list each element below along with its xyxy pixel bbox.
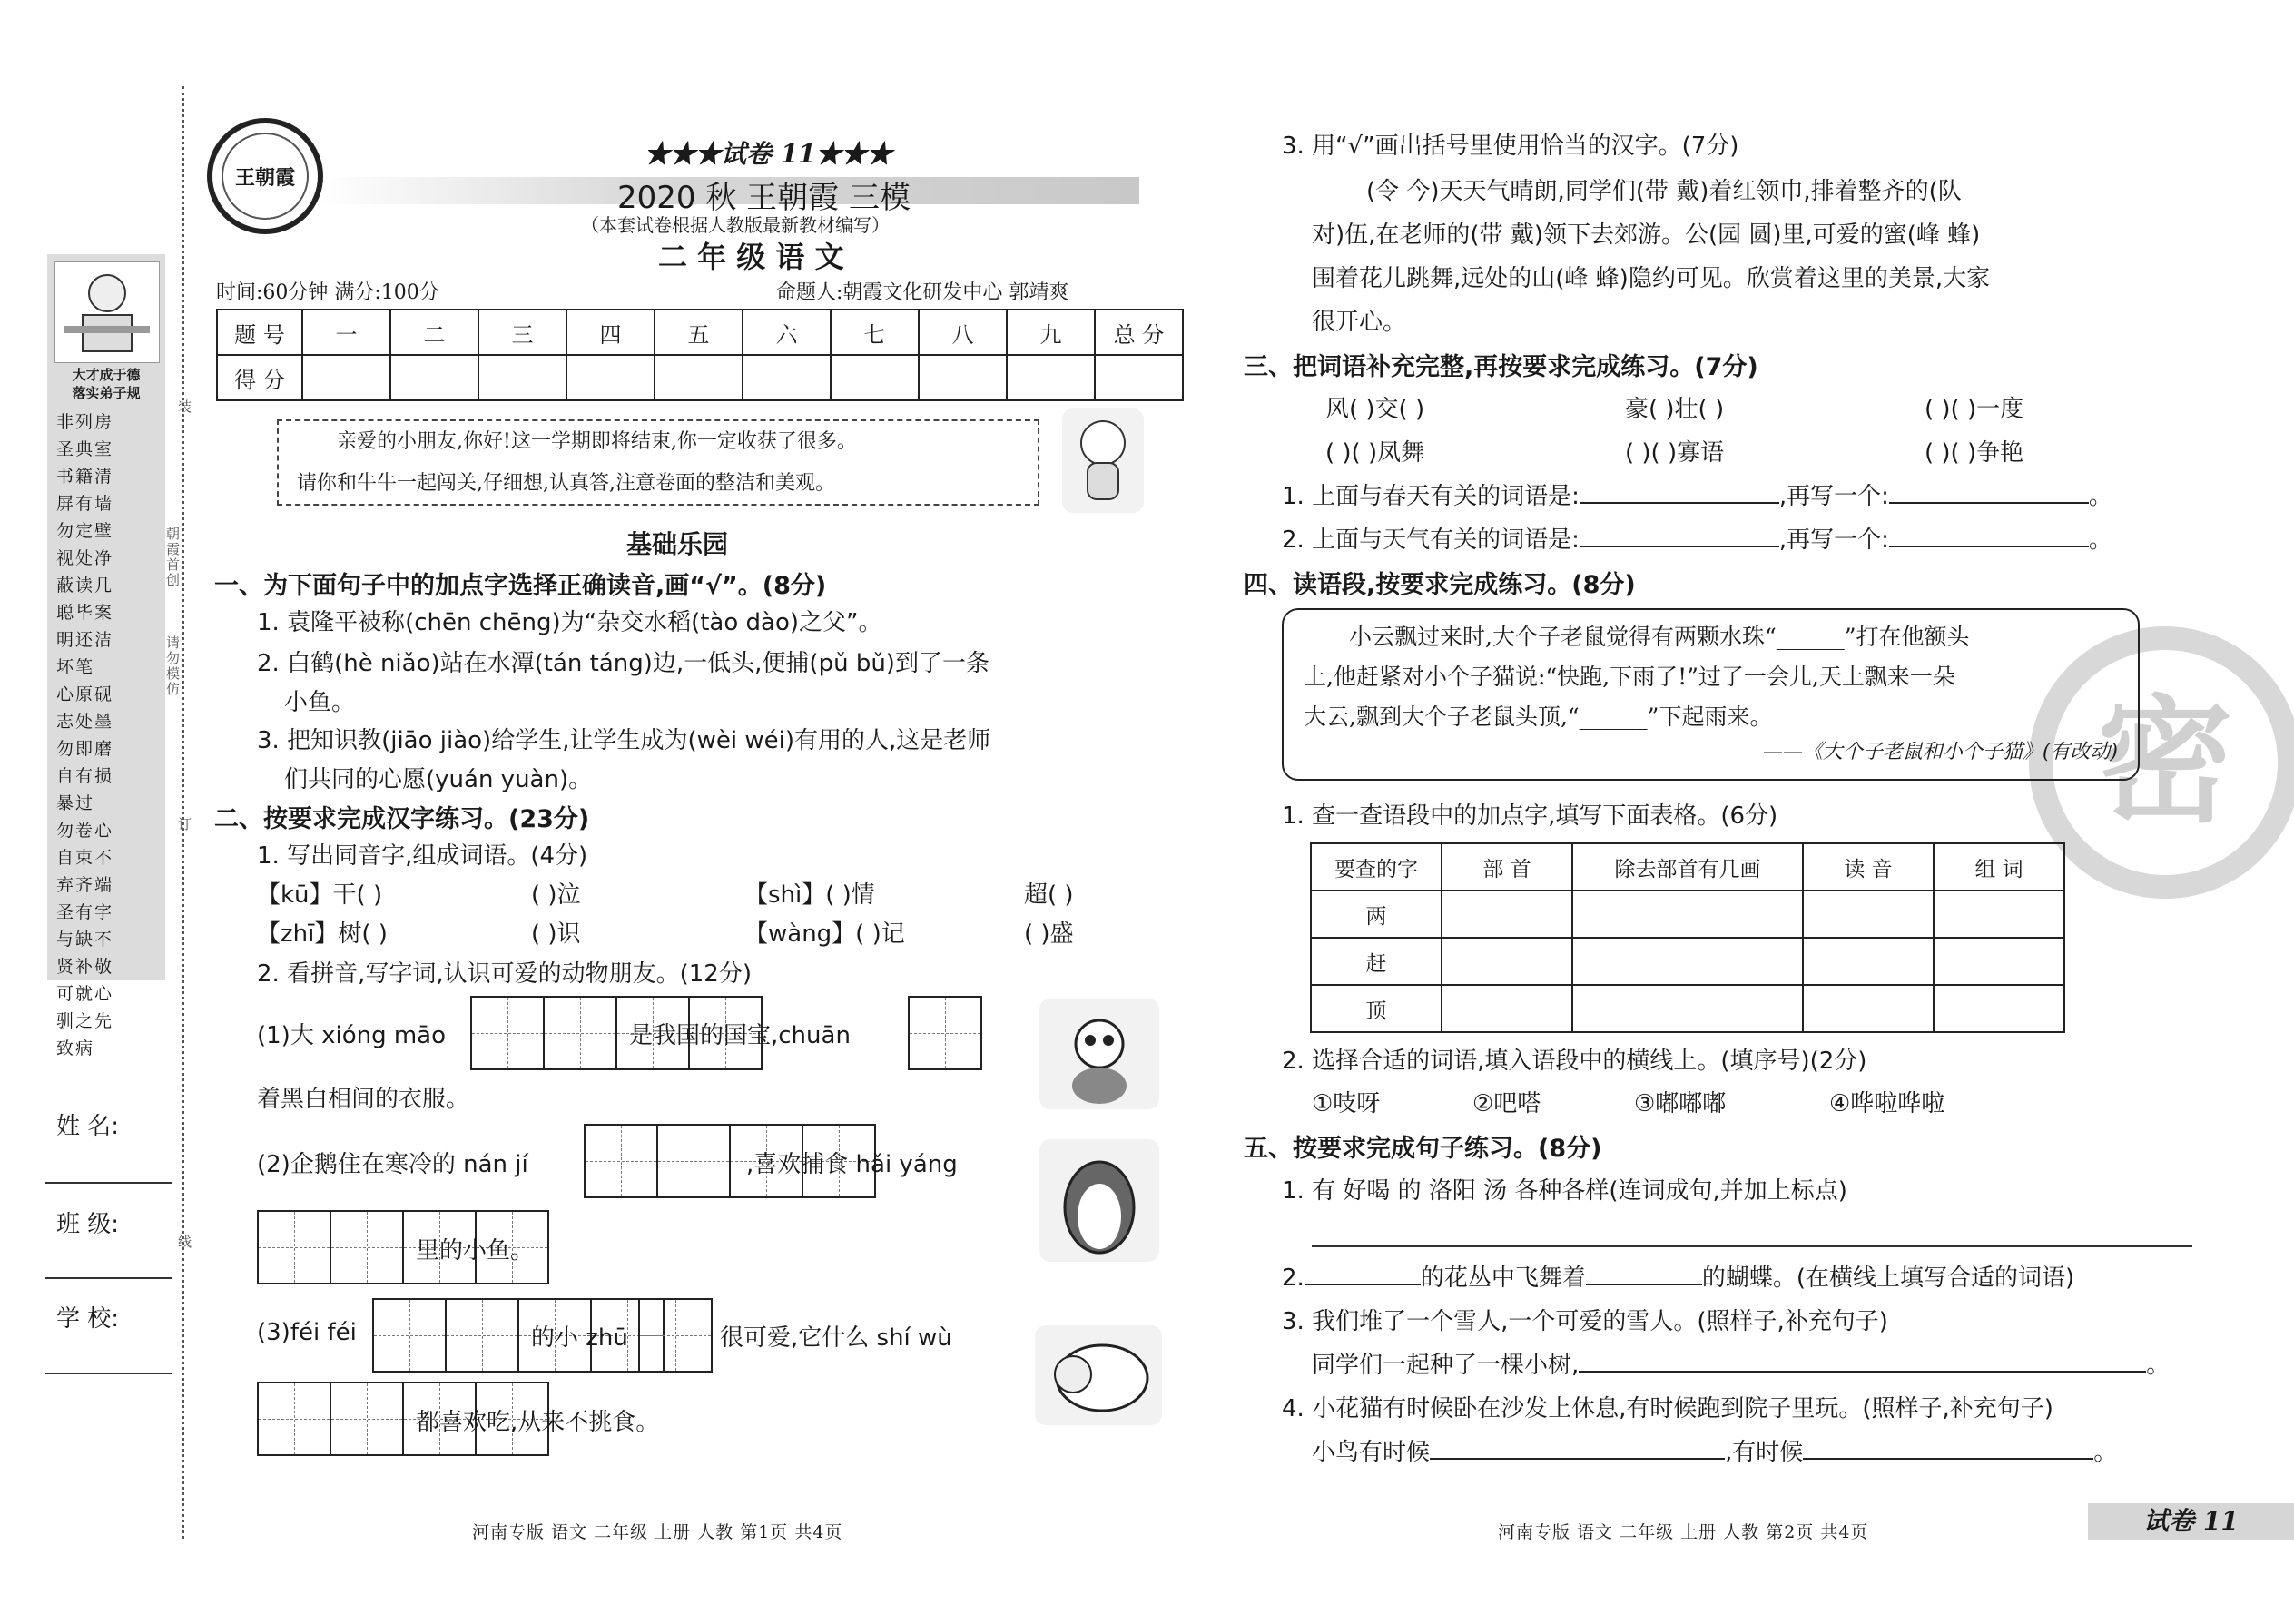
answer-blank[interactable] [1580, 546, 1779, 547]
motto-row: 志处墨 [56, 712, 114, 732]
q4-sub1: 1. 查一查语段中的加点字,填写下面表格。(6分) [1282, 802, 1778, 830]
motto-row: 心原砚 [56, 684, 114, 704]
q5-s4: 4. 小花猫有时候卧在沙发上休息,有时候跑到院子里玩。(照样子,补充句子) [1282, 1395, 2053, 1422]
q3-line: (令 今)天天气晴朗,同学们(带 戴)着红领巾,排着整齐的(队 [1366, 178, 1962, 205]
score-cell[interactable] [743, 355, 831, 400]
passage-line: 小云飘过来时,大个子老鼠觉得有两颗水珠“______”打在他额头 [1349, 624, 1970, 650]
idiom-item: ( )( )凤舞 [1325, 439, 1425, 467]
answer-cell[interactable] [1934, 891, 2064, 938]
motto-top: 大才成于德 [72, 367, 141, 383]
homophone-item: 【shì】( )情 [744, 881, 875, 909]
idiom-item: 风( )交( ) [1325, 396, 1425, 423]
q1-item: 小鱼。 [284, 689, 356, 716]
section4-title: 四、读语段,按要求完成练习。(8分) [1244, 571, 1636, 599]
time-score: 时间:60分钟 满分:100分 [216, 281, 439, 304]
q5-s3-answer: 同学们一起种了一棵小树, 。 [1312, 1352, 2171, 1379]
score-header: 八 [919, 310, 1007, 355]
score-header: 四 [566, 310, 655, 355]
option: ①吱呀 [1312, 1090, 1381, 1117]
score-header: 总 分 [1095, 310, 1183, 355]
motto-panel [47, 254, 165, 1058]
idiom-item: ( )( )一度 [1925, 396, 2024, 423]
q5-s2: 2. 的花丛中飞舞着 的蝴蝶。(在横线上填写合适的词语) [1282, 1265, 2075, 1292]
q2-sub1: 1. 写出同音字,组成词语。(4分) [257, 842, 588, 870]
char-table-header [1311, 843, 2064, 891]
homophone-item: 【kū】干( ) [257, 881, 383, 909]
motto-row: 圣有字 [56, 902, 114, 922]
answer-cell[interactable] [1442, 985, 1572, 1032]
pinyin-line: 着黑白相间的衣服。 [257, 1086, 470, 1113]
penguin-icon [1039, 1139, 1159, 1262]
notice-box [277, 419, 1039, 506]
answer-blank[interactable] [1580, 502, 1779, 504]
motto-row: 聪毕案 [56, 603, 114, 623]
cut-mark: 装 [176, 399, 192, 415]
name-field[interactable] [45, 1182, 172, 1184]
answer-cell[interactable] [1572, 938, 1803, 985]
q1-title: 一、为下面句子中的加点字选择正确读音,画“√”。(8分) [214, 572, 827, 600]
q1-item: 们共同的心愿(yuán yuàn)。 [284, 766, 593, 793]
score-cell[interactable] [302, 355, 390, 400]
score-cell[interactable] [831, 355, 919, 400]
binding-dotted-line [182, 86, 184, 1539]
calf-mascot-icon [1062, 408, 1144, 513]
score-cell[interactable] [566, 355, 655, 400]
motto-row: 弃齐端 [56, 875, 114, 895]
score-header: 一 [302, 310, 390, 355]
answer-cell[interactable] [1934, 938, 2064, 985]
answer-blank[interactable] [1889, 546, 2089, 547]
motto-row: 勿卷心 [56, 821, 114, 841]
class-label: 班 级: [56, 1211, 120, 1238]
motto-row: 圣典室 [56, 439, 114, 459]
cut-mark: 线 [176, 1235, 192, 1250]
edition-note: （本套试卷根据人教版最新教材编写） [581, 214, 890, 236]
q3-line: 很开心。 [1312, 309, 1407, 336]
pinyin-line: (3)féi féi [257, 1319, 357, 1346]
pinyin-line: 的小 zhū [531, 1324, 628, 1352]
answer-cell[interactable] [1803, 938, 1934, 985]
answer-cell[interactable] [1803, 891, 1934, 938]
score-cell[interactable] [390, 355, 478, 400]
homophone-item: ( )泣 [531, 881, 581, 909]
pinyin-line: (2)企鹅住在寒冷的 nán jí [257, 1151, 528, 1178]
char-cell: 两 [1311, 891, 1442, 938]
motto-row: 屏有墙 [56, 494, 114, 514]
class-field[interactable] [45, 1277, 172, 1279]
answer-blank[interactable] [1803, 1458, 2093, 1460]
score-cell[interactable] [919, 355, 1007, 400]
exam-title: 2020 秋 王朝霞 三模 [617, 180, 911, 216]
q1-item: 1. 袁隆平被称(chēn chēng)为“杂交水稻(tào dào)之父”。 [257, 609, 882, 636]
pig-icon [1035, 1325, 1162, 1425]
idiom-item: 豪( )壮( ) [1625, 396, 1725, 423]
q2-title: 二、按要求完成汉字练习。(23分) [214, 805, 590, 833]
motto-row: 可就心 [56, 984, 114, 1004]
pinyin-line: 很可爱,它什么 shí wù [720, 1324, 952, 1352]
score-cell[interactable] [1007, 355, 1095, 400]
q3-line: 围着花儿跳舞,远处的山(峰 蜂)隐约可见。欣赏着这里的美景,大家 [1312, 265, 1991, 292]
name-label: 姓 名: [56, 1113, 120, 1140]
pinyin-line: ,喜欢捕食 hǎi yáng [746, 1151, 958, 1178]
answer-blank[interactable] [1889, 502, 2089, 504]
section5-title: 五、按要求完成句子练习。(8分) [1244, 1135, 1602, 1163]
answer-blank[interactable] [1305, 1284, 1421, 1285]
idiom-item: ( )( )争艳 [1925, 439, 2024, 467]
motto-row: 蔽读几 [56, 576, 114, 595]
passage-line: 大云,飘到大个子老鼠头顶,“______”下起雨来。 [1304, 704, 1773, 730]
answer-line[interactable] [1312, 1245, 2192, 1247]
score-header-row [217, 310, 1183, 355]
footer-left: 河南专版 语文 二年级 上册 人教 第1页 共4页 [472, 1522, 843, 1542]
char-cell: 顶 [1311, 985, 1442, 1032]
homophone-item: 【zhī】树( ) [257, 920, 388, 948]
score-header: 六 [743, 310, 831, 355]
motto-row: 暴过 [56, 793, 95, 813]
passage-source: ——《大个子老鼠和小个子猫》(有改动) [1762, 741, 2118, 763]
q5-s3: 3. 我们堆了一个雪人,一个可爱的雪人。(照样子,补充句子) [1282, 1308, 1888, 1335]
section-title: 基础乐园 [626, 529, 729, 559]
series-label: ★★★试卷 11★★★ [645, 139, 892, 169]
score-cell[interactable] [478, 355, 566, 400]
vertical-note: 朝霞首创 [164, 527, 181, 588]
motto-row: 自有损 [56, 766, 114, 786]
char-table-head: 除去部首有几画 [1572, 843, 1803, 891]
writing-grid[interactable] [908, 996, 980, 1070]
score-cell[interactable] [655, 355, 743, 400]
motto-row: 明还洁 [56, 630, 114, 650]
char-table-head: 读 音 [1803, 843, 1934, 891]
answer-blank[interactable] [1586, 1284, 1702, 1285]
score-row-label: 得 分 [217, 355, 302, 400]
pinyin-line: (1)大 xióng māo [257, 1022, 447, 1049]
section3-title: 三、把词语补充完整,再按要求完成练习。(7分) [1244, 353, 1758, 381]
answer-cell[interactable] [1442, 938, 1572, 985]
idiom-item: ( )( )寡语 [1625, 439, 1725, 467]
homophone-item: ( )识 [531, 920, 581, 948]
motto-row: 视处净 [56, 548, 114, 568]
char-row [1311, 891, 2064, 938]
motto-verses [56, 408, 158, 1062]
homophone-item: 超( ) [1024, 881, 1074, 909]
char-table-head: 要查的字 [1311, 843, 1442, 891]
motto-row: 非列房 [56, 412, 114, 432]
spring-question: 1. 上面与春天有关的词语是: ,再写一个: 。 [1282, 483, 2112, 510]
char-row [1311, 985, 2064, 1032]
answer-cell[interactable] [1934, 985, 2064, 1032]
motto-row: 贤补敬 [56, 957, 114, 977]
pinyin-line: 都喜欢吃,从来不挑食。 [416, 1409, 660, 1436]
answer-blank[interactable] [1430, 1458, 1725, 1460]
q2-sub2: 2. 看拼音,写字词,认识可爱的动物朋友。(12分) [257, 960, 752, 988]
panda-icon [1039, 999, 1159, 1109]
pinyin-line: 是我国的国宝,chuān [629, 1022, 851, 1049]
motto-bottom: 落实弟子规 [72, 385, 141, 401]
motto-row: 自束不 [56, 848, 114, 868]
option: ④哗啦哗啦 [1829, 1090, 1945, 1117]
char-cell: 赶 [1311, 938, 1442, 985]
answer-cell[interactable] [1572, 891, 1803, 938]
score-table [216, 309, 1184, 401]
homophone-item: 【wàng】( )记 [744, 920, 905, 948]
answer-cell[interactable] [1442, 891, 1572, 938]
homophone-item: ( )盛 [1024, 920, 1074, 948]
motto-row: 勿定壁 [56, 521, 114, 541]
confidential-seal: 密 [2029, 626, 2294, 899]
answer-blank[interactable] [1579, 1371, 2146, 1373]
school-field[interactable] [45, 1373, 172, 1374]
subject-title: 二 年 级 语 文 [658, 240, 844, 274]
cut-mark: 订 [176, 817, 192, 832]
score-header: 五 [655, 310, 743, 355]
char-table-head: 组 词 [1934, 843, 2064, 891]
footer-right: 河南专版 语文 二年级 上册 人教 第2页 共4页 [1498, 1522, 1869, 1542]
q1-item: 3. 把知识教(jiāo jiào)给学生,让学生成为(wèi wéi)有用的人,这是老师 [257, 727, 991, 754]
notice-line: 请你和牛牛一起闯关,仔细想,认真答,注意卷面的整洁和美观。 [297, 472, 835, 495]
option: ③嘟嘟嘟 [1634, 1090, 1727, 1117]
score-header: 三 [478, 310, 566, 355]
weather-question: 2. 上面与天气有关的词语是: ,再写一个: 。 [1282, 527, 2112, 554]
motto-row: 与缺不 [56, 930, 114, 950]
writing-grid[interactable] [638, 1298, 711, 1373]
q1-item: 2. 白鹤(hè niǎo)站在水潭(tán táng)边,一低头,便捕(pǔ bǔ)到了一条 [257, 650, 989, 677]
brand-logo: 王朝霞 [207, 118, 323, 234]
score-header: 七 [831, 310, 919, 355]
score-cell[interactable] [1095, 355, 1183, 400]
answer-cell[interactable] [1803, 985, 1934, 1032]
pinyin-line: 里的小鱼。 [416, 1237, 535, 1265]
author: 命题人:朝霞文化研发中心 郭靖爽 [776, 281, 1069, 304]
passage-line: 上,他赶紧对小个子猫说:“快跑,下雨了!”过了一会儿,天上飘来一朵 [1304, 664, 1955, 690]
q5-s4-answer: 小鸟有时候 ,有时候 。 [1312, 1439, 2118, 1466]
notice-line: 亲爱的小朋友,你好!这一学期即将结束,你一定收获了很多。 [337, 430, 857, 453]
motto-row: 驯之先 [56, 1011, 114, 1031]
score-header: 二 [390, 310, 478, 355]
motto-row: 勿即磨 [56, 739, 114, 759]
motto-row: 书籍清 [56, 467, 114, 487]
answer-cell[interactable] [1572, 985, 1803, 1032]
score-row [217, 355, 1183, 400]
paper-number-badge: 试卷 11 [2088, 1503, 2294, 1540]
q3-title: 3. 用“√”画出括号里使用恰当的汉字。(7分) [1282, 133, 1739, 160]
q4-sub2: 2. 选择合适的词语,填入语段中的横线上。(填序号)(2分) [1282, 1048, 1867, 1075]
school-label: 学 校: [56, 1305, 120, 1333]
option: ②吧嗒 [1472, 1090, 1541, 1117]
scholar-illustration [54, 261, 160, 363]
vertical-note: 请勿模仿 [164, 635, 181, 697]
reading-passage [1282, 608, 2140, 781]
char-row [1311, 938, 2064, 985]
q5-s1: 1. 有 好喝 的 洛阳 汤 各种各样(连词成句,并加上标点) [1282, 1177, 1847, 1205]
score-header: 九 [1007, 310, 1095, 355]
char-table [1310, 842, 2065, 1033]
motto-row: 致病 [56, 1038, 95, 1058]
char-table-head: 部 首 [1442, 843, 1572, 891]
q3-line: 对)伍,在老师的(带 戴)领下去郊游。公(园 圆)里,可爱的蜜(峰 蜂) [1312, 221, 1981, 249]
score-header: 题 号 [217, 310, 302, 355]
motto-row: 坏笔 [56, 657, 95, 677]
